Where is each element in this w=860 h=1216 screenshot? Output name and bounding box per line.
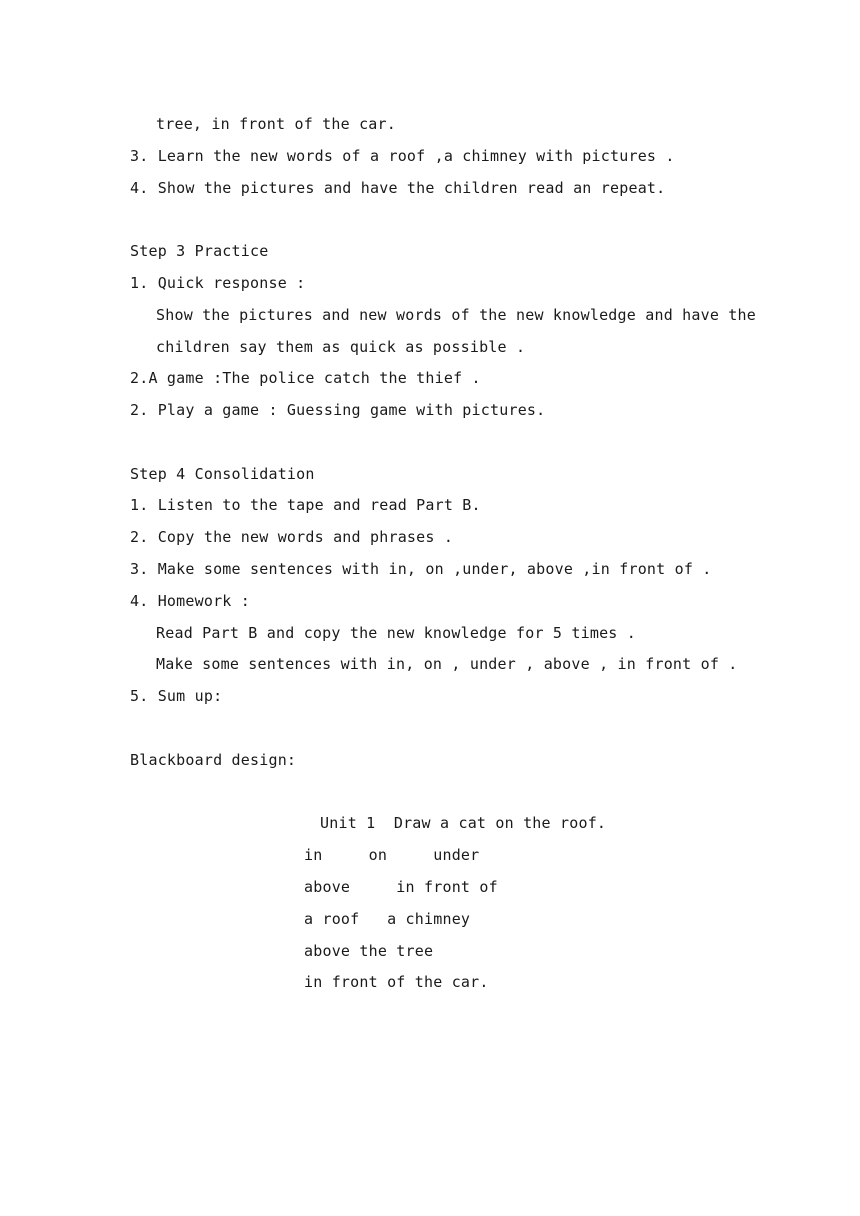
step4-item-2: 2. Copy the new words and phrases . bbox=[130, 528, 454, 546]
step4-homework-line-1: Read Part B and copy the new knowledge for 5 times . bbox=[156, 624, 636, 642]
blackboard-row-3: a roof a chimney bbox=[304, 910, 471, 928]
step4-item-1: 1. Listen to the tape and read Part B. bbox=[130, 496, 481, 514]
step3-item-1-body-line-2: children say them as quick as possible . bbox=[156, 338, 526, 356]
blackboard-heading: Blackboard design: bbox=[130, 751, 297, 769]
step4-item-3: 3. Make some sentences with in, on ,under, above ,in front of . bbox=[130, 560, 712, 578]
step2-item-3: 3. Learn the new words of a roof ,a chimney with pictures . bbox=[130, 147, 675, 165]
blackboard-title: Unit 1 Draw a cat on the roof. bbox=[320, 814, 607, 832]
step4-item-5: 5. Sum up: bbox=[130, 687, 223, 705]
step3-item-2b: 2. Play a game : Guessing game with pictures. bbox=[130, 401, 546, 419]
blackboard-row-4: above the tree bbox=[304, 942, 434, 960]
step2-continuation-line: tree, in front of the car. bbox=[156, 115, 396, 133]
step2-item-4: 4. Show the pictures and have the children read an repeat. bbox=[130, 179, 666, 197]
step4-item-4-title: 4. Homework : bbox=[130, 592, 250, 610]
step4-heading: Step 4 Consolidation bbox=[130, 465, 315, 483]
step3-item-1-body-line-1: Show the pictures and new words of the new knowledge and have the bbox=[156, 306, 756, 324]
step3-item-1-title: 1. Quick response : bbox=[130, 274, 306, 292]
blackboard-row-5: in front of the car. bbox=[304, 973, 489, 991]
step4-homework-line-2: Make some sentences with in, on , under , above , in front of . bbox=[156, 655, 738, 673]
step3-heading: Step 3 Practice bbox=[130, 242, 269, 260]
step3-item-2a: 2.A game :The police catch the thief . bbox=[130, 369, 481, 387]
blackboard-row-2: above in front of bbox=[304, 878, 498, 896]
blackboard-row-1: in on under bbox=[304, 846, 480, 864]
